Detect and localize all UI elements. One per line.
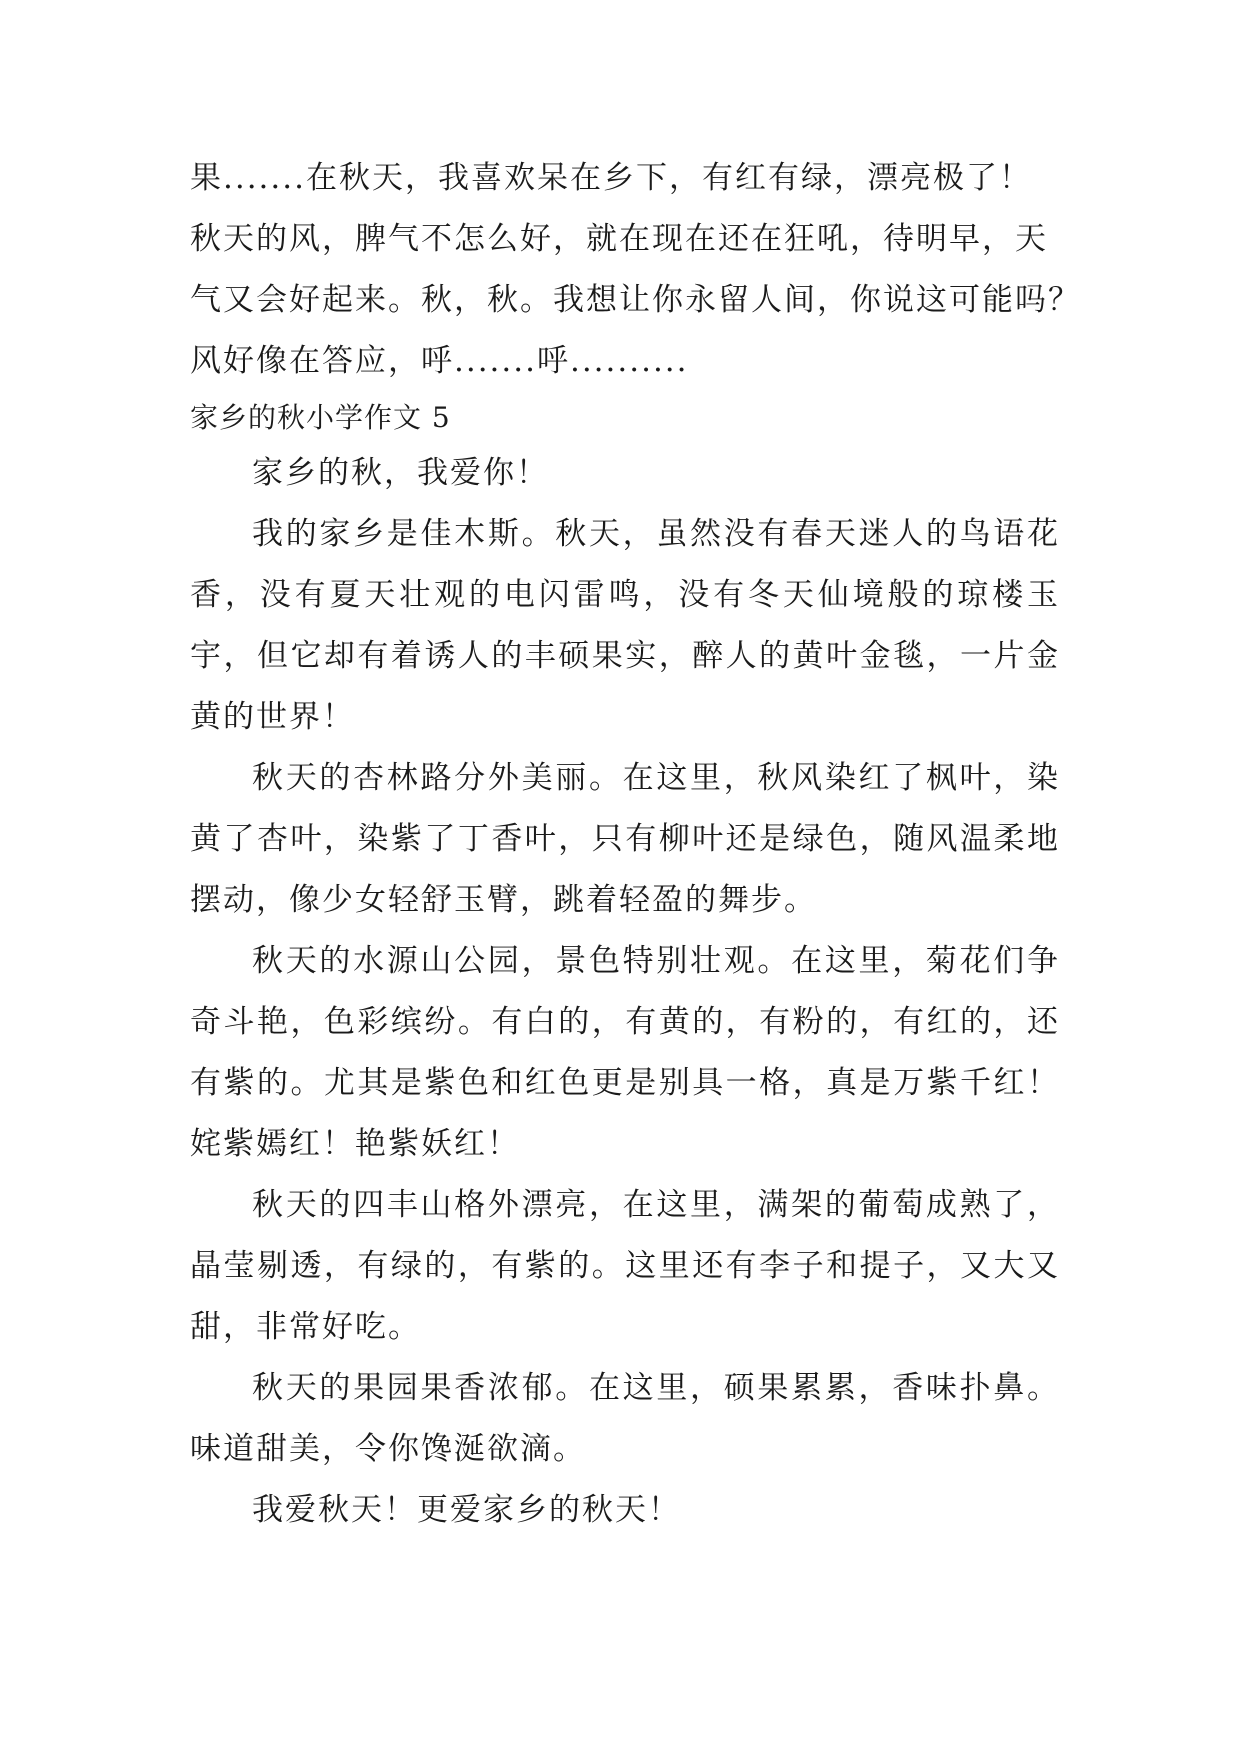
continuation-line: 果.......在秋天，我喜欢呆在乡下，有红有绿，漂亮极了！ (190, 160, 1032, 196)
paragraph: 我的家乡是佳木斯。秋天，虽然没有春天迷人的鸟语花香，没有夏天壮观的电闪雷鸣，没有冬天仙境般的琼楼玉宇，但它却有着诱人的丰硕果实，醉人的黄叶金毯，一片金黄的世界！ (190, 516, 1060, 735)
paragraph: 秋天的四丰山格外漂亮，在这里，满架的葡萄成熟了，晶莹剔透，有绿的，有紫的。这里还有李子和提子，又大又甜，非常好吃。 (190, 1187, 1060, 1345)
continuation-line: 风好像在答应，呼.......呼.......... (190, 343, 689, 379)
section-heading: 家乡的秋小学作文 5 (190, 401, 451, 434)
paragraph: 秋天的水源山公园，景色特别壮观。在这里，菊花们争奇斗艳，色彩缤纷。有白的，有黄的，有粉的，有红的，还有紫的。尤其是紫色和红色更是别具一格，真是万紫千红！姹紫嫣红！艳紫妖红！ (190, 943, 1060, 1162)
paragraph: 家乡的秋，我爱你！ (252, 455, 549, 491)
paragraph: 秋天的杏林路分外美丽。在这里，秋风染红了枫叶，染黄了杏叶，染紫了丁香叶，只有柳叶还是绿色，随风温柔地摆动，像少女轻舒玉臂，跳着轻盈的舞步。 (190, 760, 1060, 918)
paragraph: 秋天的果园果香浓郁。在这里，硕果累累，香味扑鼻。味道甜美，令你馋涎欲滴。 (190, 1370, 1060, 1467)
continuation-line: 秋天的风，脾气不怎么好，就在现在还在狂吼，待明早，天 (190, 221, 1048, 257)
paragraph: 我爱秋天！更爱家乡的秋天！ (252, 1492, 681, 1528)
continuation-line: 气又会好起来。秋，秋。我想让你永留人间，你说这可能吗？ (190, 282, 1081, 318)
essay-text (190, 148, 1081, 1541)
